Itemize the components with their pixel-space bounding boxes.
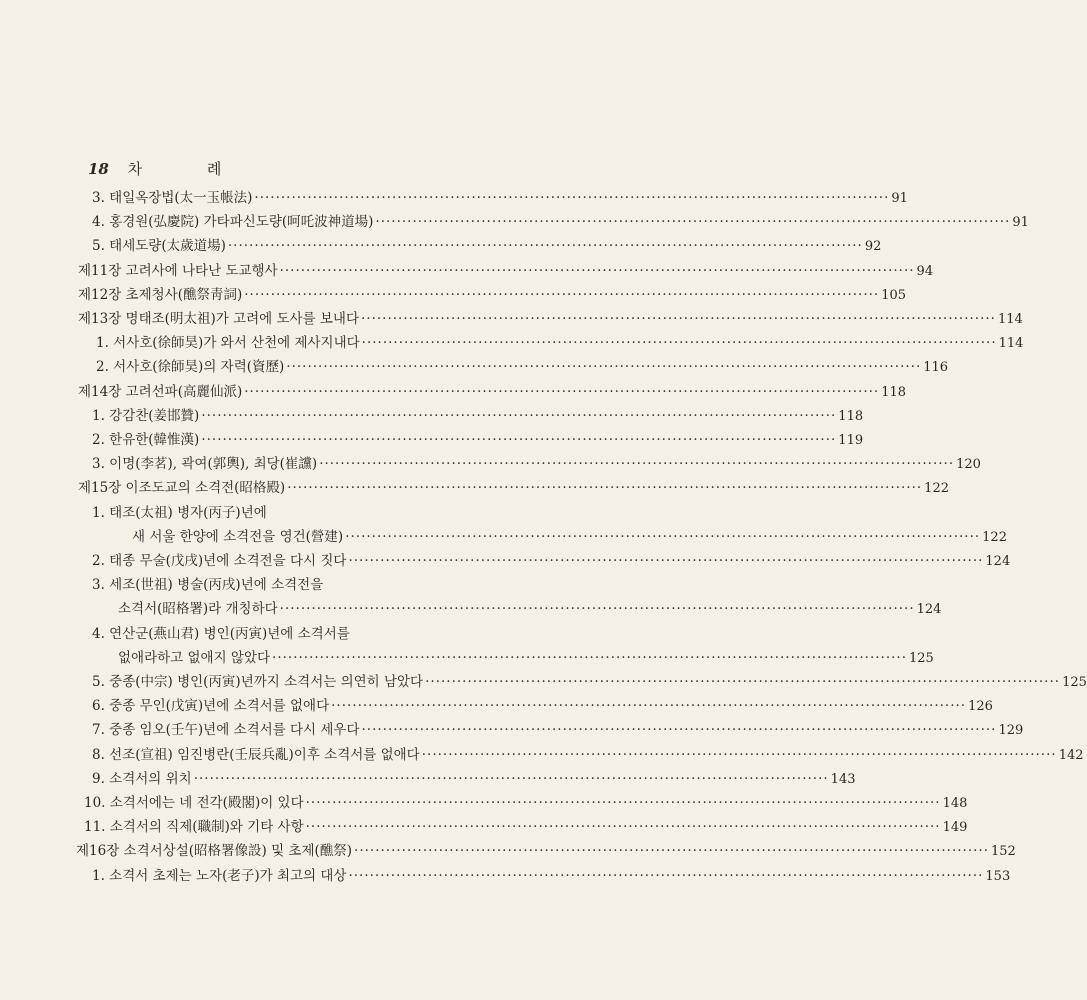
leader-dots: ························································································································ [305, 819, 941, 836]
toc-entry-title: 10. 소격서에는 네 전각(殿閣)이 있다 [84, 795, 304, 811]
leader-dots: ························································································································ [425, 674, 1061, 690]
toc-entry-title: 2. 서사호(徐師昊)의 자력(資歷) [96, 359, 285, 376]
leader-dots: ························································································································ [201, 407, 837, 424]
toc-entry-title: 제13장 명태조(明太祖)가 고려에 도사를 보내다 [78, 311, 359, 327]
toc-entry-title: 3. 이명(李茗), 곽여(郭輿), 최당(崔讜) [92, 456, 318, 473]
leader-dots: ························································································································ [361, 311, 996, 327]
toc-entry[interactable] [92, 402, 864, 424]
leader-dots: ························································································································ [286, 359, 922, 376]
toc-entry-title: 11. 소격서의 직제(職制)와 기타 사항 [84, 819, 304, 836]
toc-entry[interactable] [78, 281, 907, 303]
page-header [88, 158, 251, 179]
toc-entry[interactable] [78, 257, 934, 279]
toc-entry-title: 제11장 고려사에 나타난 도교행사 [78, 262, 278, 279]
toc-entry-title: 6. 중종 무인(戊寅)년에 소격서를 없애다 [92, 698, 330, 715]
toc-entry-page: 92 [864, 239, 882, 255]
leader-dots: ························································································································ [348, 553, 984, 569]
toc-entry-title: 3. 태일옥장법(太一玉帳法) [92, 190, 253, 206]
toc-entry-page: 91 [1012, 215, 1029, 231]
toc-entry[interactable] [92, 692, 993, 715]
leader-dots: ························································································································ [244, 383, 880, 400]
leader-dots: ························································································································ [345, 528, 981, 545]
leader-dots: ························································································································ [319, 456, 955, 473]
toc-entry-title: 제14장 고려선파(高麗仙派) [78, 383, 243, 400]
toc-entry[interactable] [92, 232, 882, 255]
toc-entry-page: 125 [909, 650, 934, 666]
leader-dots: ························································································································ [279, 262, 915, 279]
toc-entry[interactable] [92, 620, 512, 642]
toc-entry-page: 94 [916, 263, 934, 279]
toc-entry[interactable] [92, 208, 1029, 231]
toc-entry-page: 148 [942, 796, 968, 811]
toc-entry[interactable] [92, 765, 856, 787]
leader-dots: ························································································································ [354, 843, 989, 860]
leader-dots: ························································································································ [421, 746, 1057, 763]
toc-entry-page: 153 [985, 868, 1011, 884]
toc-entry-title: 3. 세조(世祖) 병술(丙戌)년에 소격전을 [92, 577, 324, 594]
leader-dots: ························································································································ [279, 601, 915, 618]
toc-entry-page: 119 [838, 433, 864, 448]
toc-entry-page: 116 [923, 360, 949, 376]
toc-entry-title: 5. 태세도량(太歲道場) [92, 238, 226, 255]
toc-entry-title: 제16장 소격서상설(昭格署像設) 및 초제(醮祭) [76, 843, 353, 860]
toc-entry[interactable] [92, 862, 1011, 884]
toc-entry-title: 7. 중종 임오(壬午)년에 소격서를 다시 세우다 [92, 722, 360, 739]
page-number: 18 [88, 160, 109, 178]
toc-entry-page: 120 [956, 457, 981, 473]
toc-entry[interactable] [76, 837, 1016, 860]
leader-dots: ························································································································ [361, 335, 997, 352]
toc-entry-page: 152 [990, 844, 1016, 860]
toc-entry-title: 1. 소격서 초제는 노자(老子)가 최고의 대상 [92, 867, 347, 884]
toc-entry-page: 122 [982, 529, 1007, 545]
toc-entry-title: 소격서(昭格署)라 개칭하다 [118, 601, 278, 618]
toc-entry-page: 129 [998, 723, 1024, 739]
toc-entry-page: 124 [916, 602, 942, 618]
toc-entry-page: 142 [1058, 747, 1084, 763]
toc-entry-title: 없애라하고 없애지 않았다 [118, 649, 271, 666]
toc-entry-title: 제12장 초제청사(醮祭靑詞) [78, 286, 243, 303]
toc-entry-page: 114 [997, 312, 1023, 327]
toc-entry[interactable] [84, 789, 968, 811]
leader-dots: ························································································································ [287, 480, 923, 497]
toc-entry-page: 118 [881, 384, 907, 400]
toc-entry-title: 9. 소격서의 위치 [92, 770, 192, 787]
toc-entry-page: 126 [968, 699, 993, 715]
leader-dots: ························································································································ [254, 190, 890, 206]
toc-entry-page: 143 [830, 771, 856, 787]
toc-entry[interactable] [78, 474, 949, 497]
toc-entry-page: 91 [891, 191, 908, 206]
leader-dots: ························································································································ [244, 286, 880, 303]
toc-entry[interactable] [96, 329, 1024, 352]
leader-dots: ························································································································ [348, 867, 984, 884]
toc-entry[interactable] [96, 353, 949, 376]
leader-dots: ························································································································ [272, 649, 907, 666]
toc-entry[interactable] [92, 547, 1011, 569]
toc-entry-title: 제15장 이조도교의 소격전(昭格殿) [78, 480, 286, 497]
leader-dots: ························································································································ [331, 698, 967, 715]
toc-entry-page: 125 [1062, 675, 1087, 690]
toc-entry-page: 105 [881, 287, 907, 303]
toc-entry-page: 118 [838, 408, 864, 424]
toc-entry[interactable] [118, 644, 934, 666]
toc-entry[interactable] [78, 378, 907, 400]
toc-entry[interactable] [118, 595, 942, 618]
toc-entry-title: 2. 태종 무술(戊戌)년에 소격전을 다시 짓다 [92, 553, 347, 569]
toc-entry-page: 122 [924, 481, 949, 497]
leader-dots: ························································································································ [227, 238, 863, 255]
toc-entry[interactable] [92, 450, 981, 473]
toc-entry-title: 4. 연산군(燕山君) 병인(丙寅)년에 소격서를 [92, 625, 350, 642]
leader-dots: ························································································································ [375, 214, 1011, 231]
toc-entry[interactable] [78, 305, 1023, 327]
toc-entry-title: 새 서울 한양에 소격전을 영건(營建) [132, 528, 344, 545]
toc-entry[interactable] [92, 184, 908, 206]
toc-entry[interactable] [92, 499, 512, 521]
leader-dots: ························································································································ [201, 432, 837, 448]
toc-entry[interactable] [92, 668, 1087, 690]
toc-entry-title: 5. 중종(中宗) 병인(丙寅)년까지 소격서는 의연히 남았다 [92, 674, 424, 690]
toc-entry[interactable] [132, 523, 1007, 545]
toc-entry-page: 149 [942, 820, 968, 836]
toc-entry[interactable] [92, 716, 1024, 739]
leader-dots: ························································································································ [193, 770, 829, 787]
toc-entry-title: 1. 서사호(徐師昊)가 와서 산천에 제사지내다 [96, 335, 360, 352]
toc-entry[interactable] [84, 813, 968, 836]
toc-entry-page: 124 [985, 554, 1011, 569]
toc-entry-title: 1. 강감찬(姜邯贊) [92, 407, 200, 424]
toc-entry-title: 2. 한유한(韓惟漢) [92, 432, 200, 448]
toc-entry-title: 1. 태조(太祖) 병자(丙子)년에 [92, 504, 267, 521]
toc-entry-title: 4. 홍경원(弘慶院) 가타파신도량(呵吒波神道場) [92, 214, 374, 231]
leader-dots: ························································································································ [361, 722, 997, 739]
toc-entry-title: 8. 선조(宣祖) 임진병란(壬辰兵亂)이후 소격서를 없애다 [92, 746, 420, 763]
chapter-label: 차 례 [127, 160, 252, 178]
toc-entry[interactable] [92, 571, 512, 593]
toc-entry[interactable] [92, 426, 864, 448]
leader-dots: ························································································································ [305, 795, 941, 811]
toc-entry[interactable] [92, 741, 1084, 763]
toc-entry-page: 114 [998, 336, 1024, 352]
